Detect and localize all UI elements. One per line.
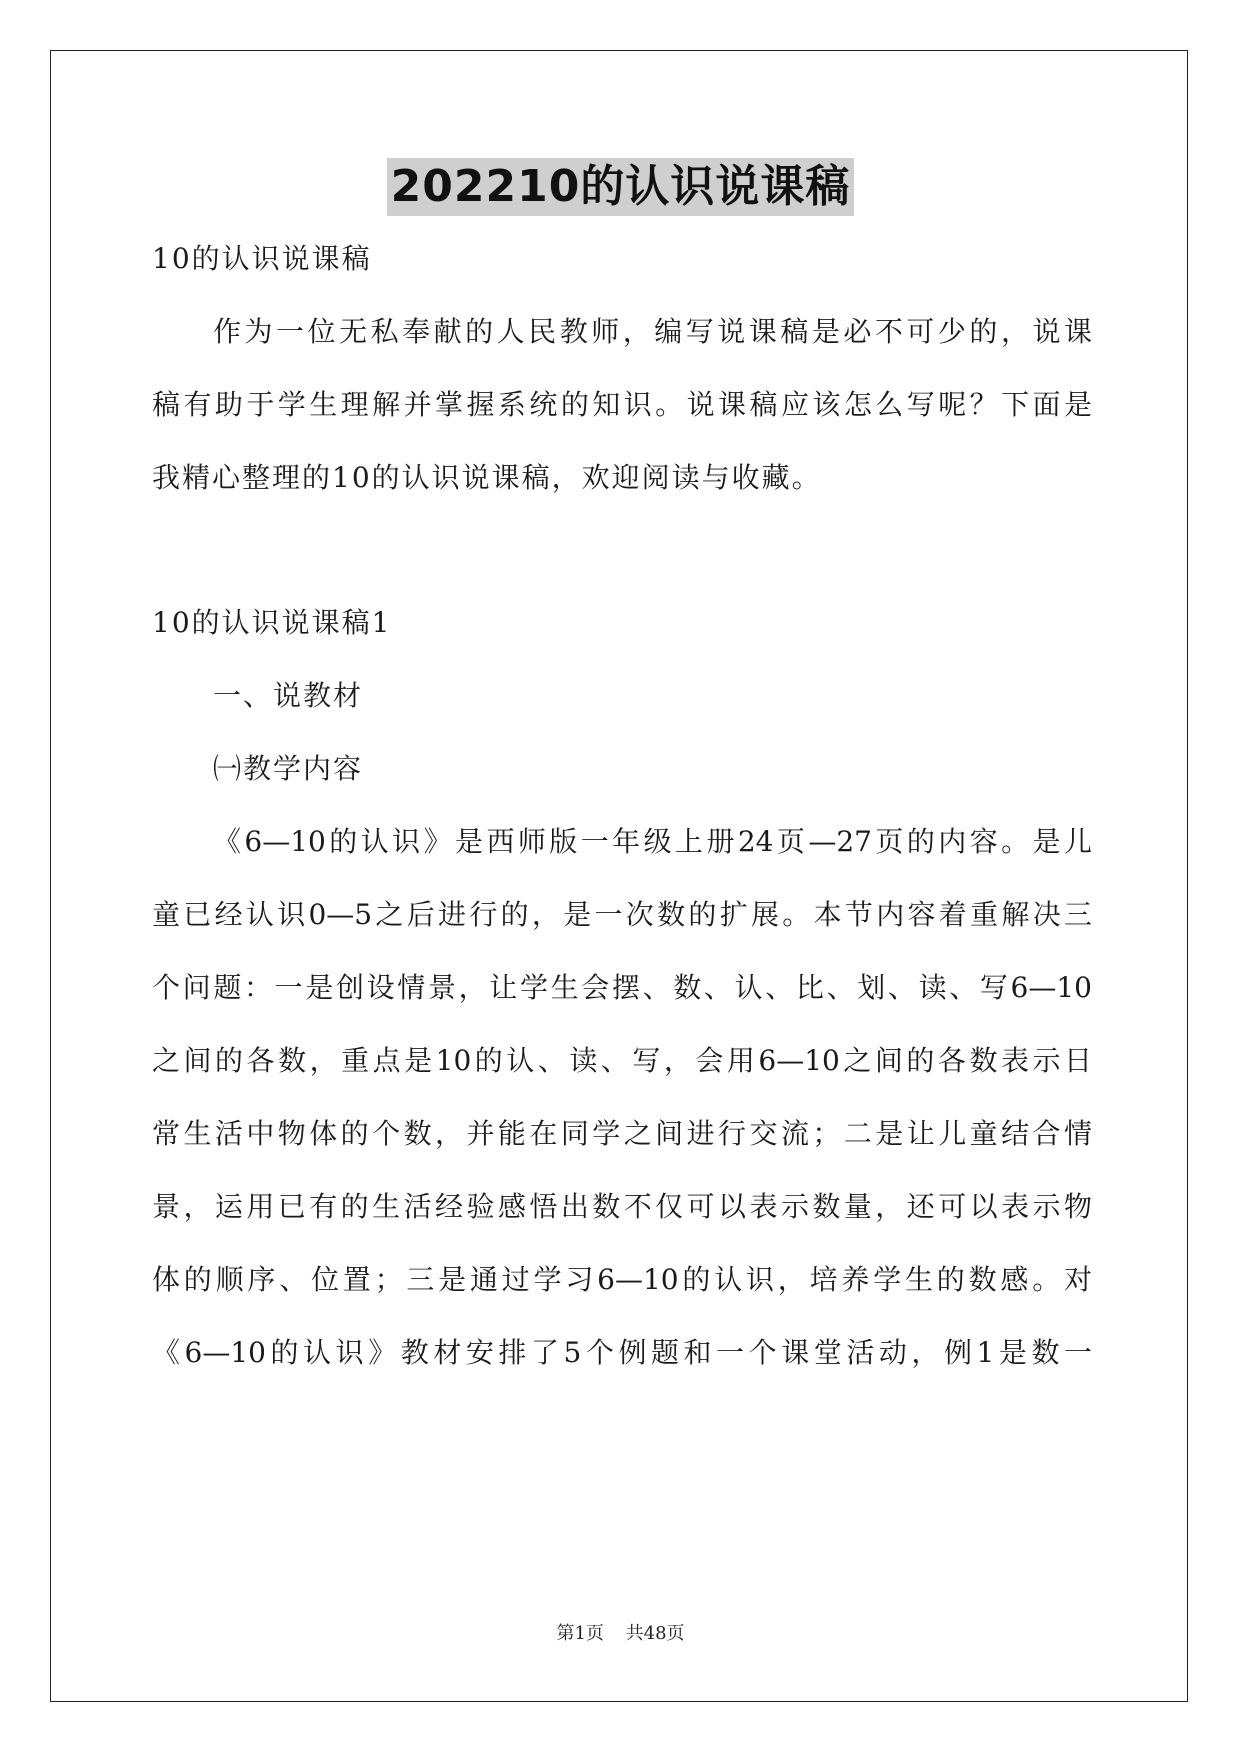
document-title-text: 202210的认识说课稿 (387, 158, 855, 216)
page-total: 共48页 (625, 1623, 685, 1644)
heading-jiaocai: 一、说教材 (213, 679, 364, 712)
section-title: 10的认识说课稿1 (152, 606, 392, 639)
page-border (50, 50, 1188, 1702)
body-line: 常生活中物体的个数，并能在同学之间进行交流；二是让儿童结合情 (152, 1117, 1092, 1150)
intro-line: 我精心整理的10的认识说课稿，欢迎阅读与收藏。 (152, 461, 822, 494)
document-title (0, 158, 1241, 216)
body-line: 个问题：一是创设情景，让学生会摆、数、认、比、划、读、写6—10 (152, 971, 1092, 1004)
intro-line: 作为一位无私奉献的人民教师，编写说课稿是必不可少的，说课 (213, 315, 1092, 348)
body-line: 体的顺序、位置；三是通过学习6—10的认识，培养学生的数感。对 (152, 1263, 1092, 1296)
body-line: 景，运用已有的生活经验感悟出数不仅可以表示数量，还可以表示物 (152, 1190, 1092, 1223)
intro-line: 稿有助于学生理解并掌握系统的知识。说课稿应该怎么写呢？下面是 (152, 388, 1092, 421)
body-line: 童已经认识0—5之后进行的，是一次数的扩展。本节内容着重解决三 (152, 898, 1092, 931)
body-line: 之间的各数，重点是10的认、读、写，会用6—10之间的各数表示日 (152, 1044, 1092, 1077)
body-line: 《6—10的认识》教材安排了5个例题和一个课堂活动，例1是数一 (152, 1336, 1092, 1369)
subtitle: 10的认识说课稿 (152, 242, 372, 275)
page-footer (0, 1622, 1241, 1646)
body-line: 《6—10的认识》是西师版一年级上册24页—27页的内容。是儿 (213, 825, 1092, 858)
heading-content: ㈠教学内容 (213, 752, 364, 785)
page-number: 第1页 (556, 1623, 604, 1644)
